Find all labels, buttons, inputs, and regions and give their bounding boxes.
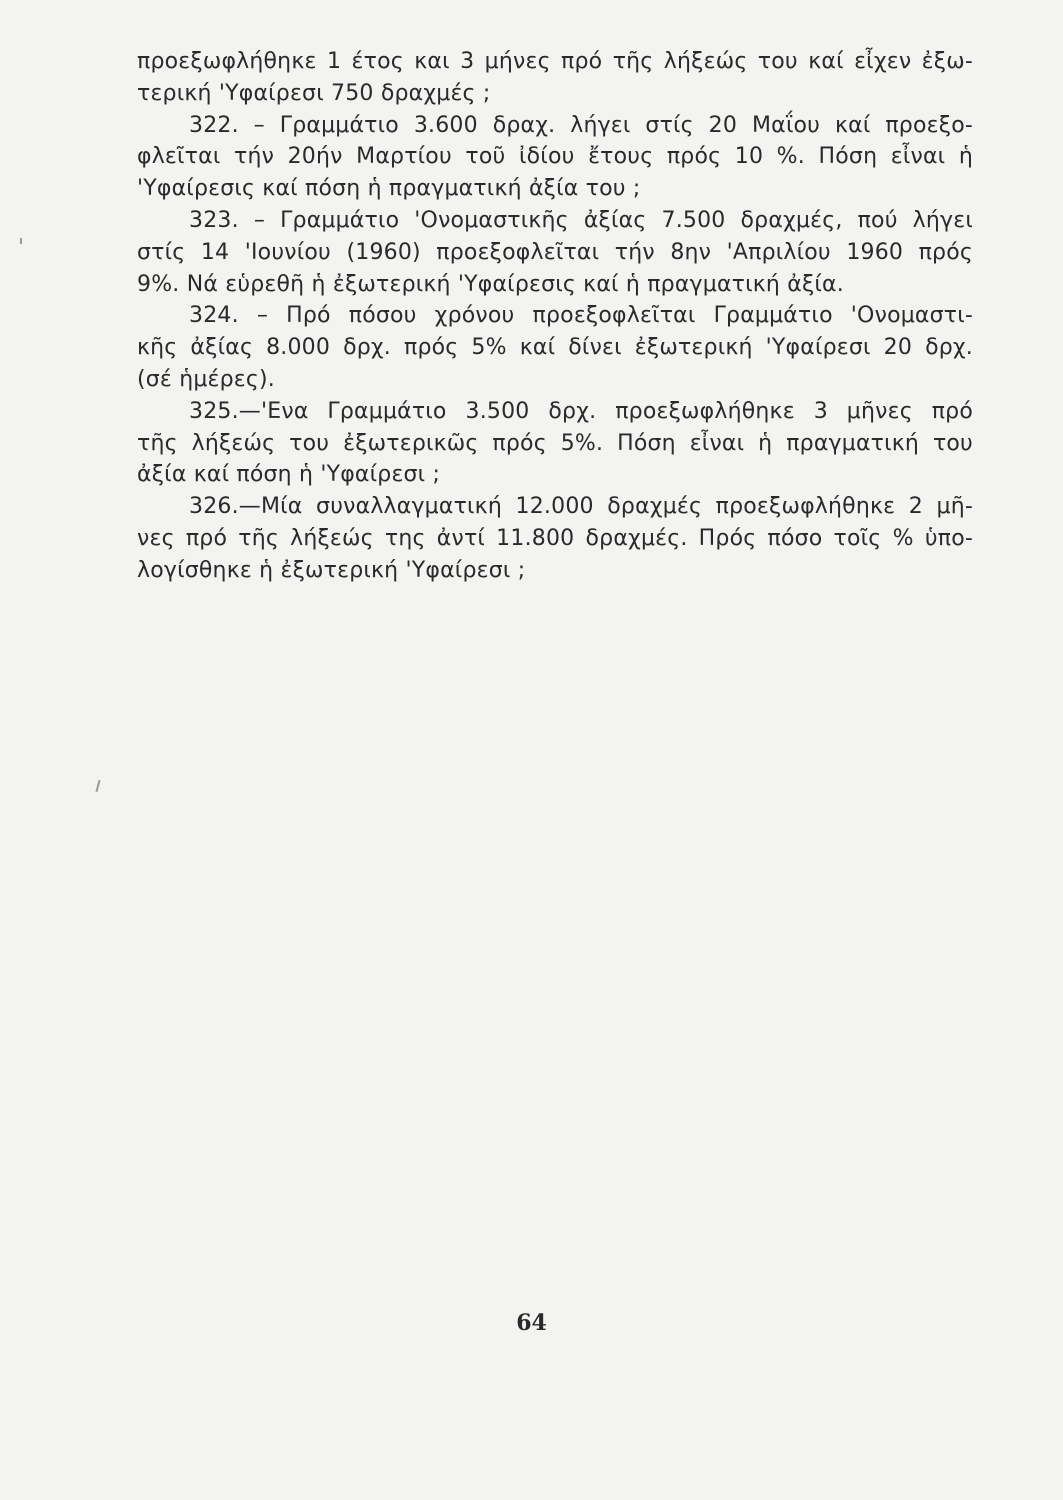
text-line: τῆς λήξεώς του ἐξωτερικῶς πρός 5%. Πόση εἶναι ἡ πραγματική του [137, 430, 973, 456]
problem-322-line: 322. – Γραμμάτιο 3.600 δραχ. λήγει στίς 20 Μαΐου καί προεξο- [189, 112, 973, 138]
text-line: στίς 14 'Ιουνίου (1960) προεξοφλεῖται τήν 8ην 'Απριλίου 1960 πρός [137, 239, 973, 265]
scan-speck [95, 780, 100, 792]
text-line: κῆς ἀξίας 8.000 δρχ. πρός 5% καί δίνει ἐξωτερική 'Υφαίρεσι 20 δρχ. [137, 335, 973, 361]
text-line: (σέ ἡμέρες). [137, 366, 275, 392]
text-line: 'Υφαίρεσις καί πόση ἡ πραγματική ἀξία του ; [137, 176, 641, 202]
text-line: νες πρό τῆς λήξεώς της ἀντί 11.800 δραχμές. Πρός πόσο τοῖς % ὑπο- [137, 525, 973, 551]
problem-326-line: 326.—Μία συναλλαγματική 12.000 δραχμές προεξωφλήθηκε 2 μῆ- [189, 494, 973, 520]
scan-speck [20, 238, 22, 244]
problem-324-line: 324. – Πρό πόσου χρόνου προεξοφλεῖται Γραμμάτιο 'Ονομαστι- [189, 303, 973, 329]
page-number: 64 [516, 1310, 547, 1336]
problem-323-line: 323. – Γραμμάτιο 'Ονομαστικῆς ἀξίας 7.500 δραχμές, πού λήγει [189, 207, 973, 233]
text-line: φλεῖται τήν 20ήν Μαρτίου τοῦ ἰδίου ἔτους πρός 10 %. Πόση εἶναι ἡ [137, 144, 973, 170]
text-line: λογίσθηκε ἡ ἐξωτερική 'Υφαίρεσι ; [137, 557, 526, 583]
text-line: 9%. Νά εὑρεθῆ ἡ ἐξωτερική 'Υφαίρεσις καί ἡ πραγματική ἀξία. [137, 271, 844, 297]
text-line: ἀξία καί πόση ἡ 'Υφαίρεσι ; [137, 462, 441, 488]
text-line: τερική 'Υφαίρεσι 750 δραχμές ; [137, 80, 491, 106]
text-line: προεξωφλήθηκε 1 έτος και 3 μήνες πρό τῆς λήξεώς του καί εἶχεν ἐξω- [137, 49, 973, 74]
problem-text-block [137, 46, 973, 587]
problem-325-line: 325.—'Ενα Γραμμάτιο 3.500 δρχ. προεξωφλήθηκε 3 μῆνες πρό [189, 398, 973, 424]
